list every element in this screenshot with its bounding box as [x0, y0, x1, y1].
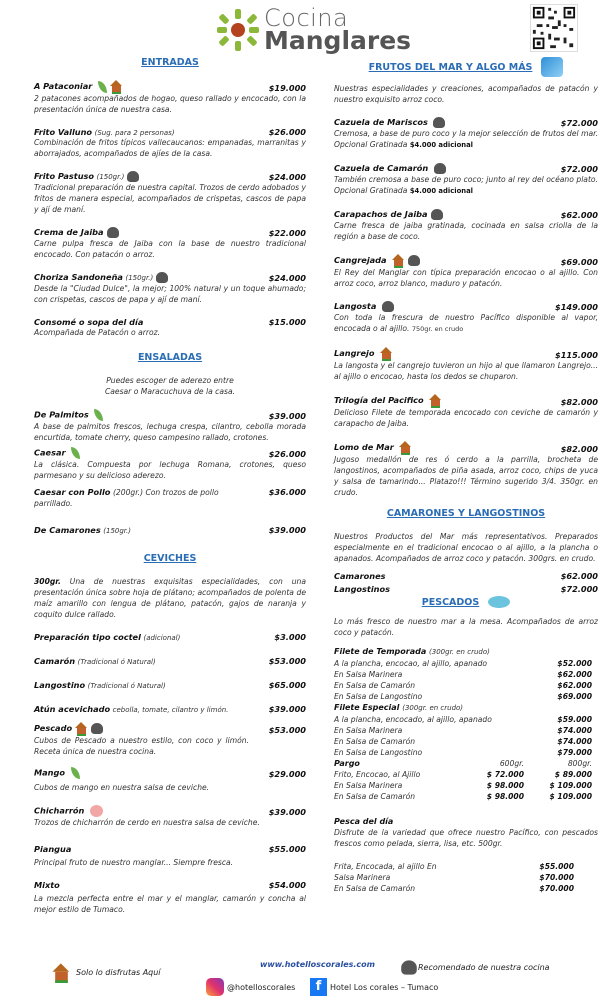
- item-name: Chicharrón: [34, 805, 85, 816]
- section-title-pescados: [334, 596, 598, 608]
- row-price: $74.000: [557, 726, 592, 735]
- menu-item: [334, 163, 598, 197]
- item-name: Caesar: [34, 447, 66, 458]
- vegetarian-leaf-icon: [71, 767, 80, 779]
- menu-item: [34, 409, 306, 443]
- facebook-link[interactable]: [310, 978, 438, 996]
- item-name: A Pataconiar: [34, 81, 93, 91]
- item-desc: Principal fruto de nuestro manglar... Siempre fresca.: [34, 858, 234, 867]
- row-price: $59.000: [557, 715, 592, 724]
- menu-item: [34, 680, 306, 690]
- row-price: $ 98.000: [486, 792, 524, 801]
- item-price: $39.000: [268, 807, 306, 817]
- table-row: [334, 861, 598, 872]
- item-note: (adicional): [143, 634, 181, 642]
- row-label: En Salsa de Camarón: [334, 737, 416, 746]
- chef-hat-icon: [401, 960, 417, 974]
- section-title-ensaladas: ENSALADAS: [137, 352, 203, 363]
- desc-extra: $4.000 adicional: [409, 141, 473, 149]
- item-price: $69.000: [560, 257, 598, 267]
- desc-extra: $4.000 adicional: [409, 187, 473, 195]
- col-header: 600gr.: [499, 759, 524, 768]
- menu-item: [34, 656, 306, 666]
- item-desc: Carne pulpa fresca de Jaiba con la base de nuestro tradicional encocado. Con patacón o arroz.: [34, 239, 306, 259]
- item-desc: Jugoso medallón de res ó cerdo a la parrilla, brocheta de langostinos, acompañados de piña asada, arroz coco, chips de yuca y salsa de tamarindo... Platazo!!! Término sugerido 3/4. 350gr. en crudo.: [334, 455, 598, 497]
- item-price: $54.000: [268, 880, 306, 890]
- brand-name: [264, 6, 411, 53]
- table-row: [334, 714, 592, 725]
- row-label: A la plancha, encocado, al ajillo, apanado: [334, 715, 492, 724]
- row-label: En Salsa Marinera: [334, 670, 403, 679]
- item-desc: Disfrute de la variedad que ofrece nuestro Pacífico, con pescados frescos como pelada, sierra, lisa, etc. 500gr.: [334, 828, 598, 848]
- row-label: En Salsa de Camarón: [334, 792, 416, 801]
- row-price: $ 109.000: [549, 792, 592, 801]
- vegetarian-leaf-icon: [98, 81, 107, 93]
- item-name: Crema de Jaiba: [34, 227, 104, 237]
- item-name: Piangua: [34, 844, 72, 854]
- item-note: (Sug. para 2 personas): [94, 129, 175, 137]
- table-title: [334, 646, 592, 658]
- intro-weight: 300gr.: [34, 577, 61, 586]
- item-desc: A base de palmitos frescos, lechuga crespa, cilantro, cebolla morada encurtida, tomate cherry, queso campesino rallado, crotones.: [34, 422, 306, 442]
- brand-line2: Manglares: [264, 26, 412, 55]
- chef-hat-icon: [431, 209, 443, 220]
- item-note: (150gr.): [125, 274, 154, 282]
- menu-item: [34, 525, 306, 535]
- table-row: [334, 791, 592, 802]
- section-title-ceviches: CEVICHES: [143, 553, 197, 564]
- table-row: [334, 691, 592, 702]
- legend-chef: [400, 962, 550, 973]
- item-note: (200gr.) Con trozos de pollo parrillado.: [34, 488, 219, 508]
- chef-hat-icon: [156, 272, 168, 283]
- item-name: Langostinos: [334, 584, 390, 594]
- row-price: $ 109.000: [549, 781, 592, 790]
- menu-item: [34, 722, 306, 757]
- menu-item: [34, 487, 306, 509]
- item-price: $3.000: [274, 632, 306, 642]
- table-note: (300gr. en crudo): [429, 648, 490, 656]
- item-desc: Carne fresca de jaiba gratinada, cocinada en salsa criolla de la región a base de coco.: [334, 221, 598, 241]
- item-name: Frito Pastuso: [34, 171, 95, 181]
- filete-temporada-table: [334, 646, 598, 702]
- item-name: Frito Valluno: [34, 127, 93, 137]
- row-price: $79.000: [557, 748, 592, 757]
- desc-text: También cremosa a base de puro coco; junto al rey del océano plato. Opcional Gratinada: [334, 175, 598, 195]
- item-price: $115.000: [555, 350, 598, 360]
- row-label: En Salsa de Langostino: [334, 692, 423, 701]
- menu-item: [34, 272, 306, 305]
- pargo-table: [334, 758, 598, 802]
- item-name: Trilogía del Pacifico: [334, 395, 424, 405]
- intro-text: Una de nuestras exquisitas especialidades, con una presentación única sobre hoja de plátano; acompañados de polenta de maíz amarillo con lengua de plátano, patacón, gajos de naranja y coquito dulce rallado.: [34, 577, 306, 619]
- qr-code-icon[interactable]: [530, 4, 578, 52]
- row-label: En Salsa de Langostino: [334, 748, 423, 757]
- website-link[interactable]: www.hotelloscorales.com: [260, 960, 376, 969]
- item-price: $26.000: [268, 449, 306, 459]
- row-label: En Salsa Marinera: [334, 781, 403, 790]
- table-row: [334, 658, 592, 669]
- facebook-icon: f: [310, 978, 327, 996]
- row-price: $69.000: [557, 692, 592, 701]
- instagram-handle: @hotelloscorales: [227, 982, 296, 992]
- menu-item: [34, 767, 306, 793]
- item-name: De Palmitos: [34, 409, 89, 420]
- table-row: [334, 669, 592, 680]
- house-icon: [429, 394, 442, 407]
- chef-hat-icon: [127, 171, 139, 182]
- section-title-camarones: CAMARONES Y LANGOSTINOS: [386, 508, 546, 519]
- item-desc: Cubos de Pescado a nuestro estilo, con coco y limón. Receta única de nuestra cocina.: [34, 736, 249, 756]
- table-row: [334, 872, 598, 883]
- row-label: Salsa Marinera: [334, 873, 391, 882]
- facebook-page: Hotel Los corales – Tumaco: [330, 982, 439, 992]
- item-name: Lomo de Mar: [334, 442, 394, 452]
- menu-item: [334, 583, 598, 596]
- menu-item: [34, 632, 306, 642]
- table-row: [334, 883, 598, 894]
- wave-icon: [541, 57, 563, 77]
- item-name: Camarones: [334, 571, 386, 581]
- chef-hat-icon: [433, 117, 445, 128]
- instagram-icon: [206, 978, 224, 996]
- item-price: $62.000: [560, 210, 598, 220]
- menu-item: [34, 704, 306, 714]
- item-price: $62.000: [560, 571, 598, 581]
- item-name: Pescado: [34, 723, 73, 733]
- row-label: A la plancha, encocao, al ajillo, apanado: [334, 659, 488, 668]
- item-note: cebolla, tomate, cilantro y limón.: [112, 706, 229, 714]
- item-price: $22.000: [268, 228, 306, 238]
- item-price: $24.000: [268, 273, 306, 283]
- item-price: $82.000: [560, 444, 598, 454]
- item-price: $53.000: [268, 656, 306, 666]
- col-header: 800gr.: [567, 759, 592, 768]
- item-price: $29.000: [268, 769, 306, 779]
- section-title-entradas: ENTRADAS: [141, 57, 199, 68]
- item-name: Atún acevichado: [34, 704, 111, 714]
- item-desc: Tradicional preparación de nuestra capital. Trozos de cerdo adobados y fritos de manera especial, acompañados de crispetas, cascos de papa y ají de maní.: [34, 183, 306, 214]
- item-price: $149.000: [555, 302, 598, 312]
- item-price: $72.000: [560, 164, 598, 174]
- table-row: [334, 780, 592, 791]
- section-intro: Nuestras especialidades y creaciones, acompañados de patacón y nuestro exquisito arroz coco.: [334, 84, 598, 104]
- pesca-del-dia: [334, 816, 598, 894]
- row-price: $70.000: [539, 873, 574, 882]
- header: [0, 0, 612, 58]
- table-title: Pargo: [334, 759, 360, 768]
- instagram-link[interactable]: [206, 978, 295, 996]
- house-icon: [399, 441, 412, 454]
- item-price: $55.000: [268, 844, 306, 854]
- item-name: Choriza Sandoneña: [34, 272, 123, 282]
- item-price: $39.000: [268, 704, 306, 714]
- item-name: Langrejo: [334, 348, 375, 358]
- item-desc: [334, 312, 598, 335]
- house-icon: [380, 347, 393, 360]
- table-row: [334, 736, 592, 747]
- item-price: $72.000: [560, 118, 598, 128]
- item-desc: Acompañada de Patacón o arroz.: [34, 328, 161, 337]
- section-title-text: FRUTOS DEL MAR Y ALGO MÁS: [368, 61, 533, 73]
- section-intro: Puedes escoger de aderezo entre Caesar o Maracuchuva de la casa.: [104, 376, 236, 396]
- item-name: Cazuela de Camarón: [334, 163, 429, 173]
- vegetarian-leaf-icon: [94, 409, 103, 421]
- chef-hat-icon: [408, 255, 420, 266]
- menu-item: [334, 209, 598, 242]
- item-desc: Combinación de fritos típicos vallecaucanos: empanadas, marranitas y aborrajados, acompañados de ajíes de la casa.: [34, 138, 306, 158]
- item-desc: El Rey del Manglar con típica preparación encocao o al ajillo. Con arroz coco, arroz blanco, maduro y patacón.: [334, 268, 598, 288]
- table-row: [334, 747, 592, 758]
- menu-item: [34, 317, 306, 338]
- row-label: En Salsa Marinera: [334, 726, 403, 735]
- left-column: [34, 55, 306, 927]
- footer: [0, 950, 612, 1008]
- table-title-text: Filete de Temporada: [334, 647, 427, 656]
- row-label: Frita, Encocada, al ajillo En: [334, 862, 437, 871]
- item-name: Mango: [34, 767, 65, 778]
- menu-item: [34, 447, 306, 481]
- item-desc: La mezcla perfecta entre el mar y el manglar, camarón y concha al mejor estilo de Tumaco.: [34, 894, 306, 914]
- menu-item: [334, 117, 598, 151]
- menu-item: [334, 254, 598, 289]
- item-name: Consomé o sopa del día: [34, 317, 144, 327]
- table-row: [334, 725, 592, 736]
- menu-item: [34, 805, 306, 828]
- desc-extra: 750gr. en crudo: [411, 325, 464, 333]
- section-title-text: PESCADOS: [421, 596, 480, 608]
- item-note: (Tradicional ó Natural): [77, 658, 156, 666]
- house-icon: [110, 80, 123, 93]
- menu-item: [34, 880, 306, 915]
- row-price: $70.000: [539, 884, 574, 893]
- item-desc: Delicioso Filete de temporada encocado con ceviche de camarón y carapacho de Jaiba.: [334, 408, 598, 428]
- table-title-text: Filete Especial: [334, 703, 400, 712]
- row-price: $ 72.000: [486, 770, 524, 779]
- item-note: (150gr.): [96, 173, 125, 181]
- item-desc: 2 patacones acompañados de hogao, queso rallado y encocado, con la presentación única de nuestra casa.: [34, 94, 306, 114]
- item-name: Camarón: [34, 656, 76, 666]
- item-note: (Tradicional ó Natural): [87, 682, 166, 690]
- item-price: $72.000: [560, 584, 598, 594]
- item-price: $39.000: [268, 525, 306, 535]
- house-icon: [392, 254, 405, 267]
- item-price: $26.000: [268, 127, 306, 137]
- legend-house: [52, 966, 161, 979]
- house-icon: [52, 963, 70, 981]
- item-name: Langosta: [334, 301, 377, 311]
- table-title: [334, 702, 592, 714]
- item-price: $24.000: [268, 172, 306, 182]
- item-name: Cazuela de Mariscos: [334, 117, 428, 127]
- menu-item: [34, 844, 306, 868]
- row-price: $74.000: [557, 737, 592, 746]
- brand-line1: Cocina: [264, 4, 349, 32]
- item-price: $19.000: [268, 83, 306, 93]
- item-price: $39.000: [268, 411, 306, 421]
- row-price: $55.000: [539, 862, 574, 871]
- menu-item: [34, 127, 306, 159]
- item-desc: [334, 128, 598, 151]
- item-note: (150gr.): [103, 527, 131, 535]
- menu-item: [334, 347, 598, 382]
- item-name: Langostino: [34, 680, 86, 690]
- pig-icon: [90, 805, 103, 817]
- item-price: $82.000: [560, 397, 598, 407]
- item-name: Preparación tipo coctel: [34, 632, 141, 642]
- table-header: [334, 758, 592, 769]
- table-row: [334, 680, 592, 691]
- chef-hat-icon: [91, 723, 103, 734]
- menu-item: [334, 394, 598, 429]
- item-desc: Cubos de mango en nuestra salsa de ceviche.: [34, 783, 210, 792]
- menu-item: [334, 570, 598, 583]
- item-desc: La langosta y el cangrejo tuvieron un hijo al que llamaron Langrejo... al ajillo o encocao, hasta los dedos se chuparon.: [334, 361, 598, 381]
- fish-icon: [488, 596, 510, 608]
- item-name: De Camarones: [34, 525, 101, 535]
- row-price: $ 98.000: [486, 781, 524, 790]
- table-row: [334, 769, 592, 780]
- desc-text: Con toda la frescura de nuestro Pacífico disponible al vapor, encocada o al ajillo.: [334, 313, 598, 333]
- sun-logo-icon: [216, 8, 260, 52]
- house-icon: [75, 722, 88, 735]
- row-price: $52.000: [557, 659, 592, 668]
- section-intro: Nuestros Productos del Mar más representativos. Preparados especialmente en el tradicional encocao o al ajillo, a la plancha o apanados. Acompañados de arroz coco y patacón. 300grs. en crudo.: [334, 532, 598, 563]
- table-note: (300gr. en crudo): [402, 704, 464, 712]
- item-name: Caesar con Pollo: [34, 487, 111, 497]
- section-intro: [34, 576, 306, 620]
- chef-hat-icon: [434, 163, 446, 174]
- item-desc: [334, 174, 598, 197]
- item-desc: La clásica. Compuesta por lechuga Romana, crotones, queso parmesano y su delicioso aderezo.: [34, 460, 306, 480]
- menu-item: [34, 171, 306, 215]
- legend-house-text: Solo lo disfrutas Aquí: [76, 968, 161, 977]
- chef-hat-icon: [382, 301, 394, 312]
- row-label: En Salsa de Camarón: [334, 884, 416, 893]
- item-name: Mixto: [34, 880, 60, 890]
- filete-especial-table: [334, 702, 598, 758]
- item-price: $53.000: [268, 725, 306, 735]
- vegetarian-leaf-icon: [71, 447, 80, 459]
- right-column: [334, 55, 598, 894]
- menu-item: [334, 441, 598, 498]
- section-intro: Lo más fresco de nuestro mar a la mesa. Acompañados de arroz coco y patacón.: [334, 617, 598, 637]
- row-price: $ 89.000: [554, 770, 592, 779]
- item-name: Cangrejada: [334, 255, 387, 265]
- menu-item: [334, 301, 598, 335]
- row-label: Frito, Encocao, al Ajillo: [334, 770, 421, 779]
- row-price: $62.000: [557, 681, 592, 690]
- row-price: $62.000: [557, 670, 592, 679]
- row-label: En Salsa de Camarón: [334, 681, 416, 690]
- item-price: $36.000: [268, 487, 306, 497]
- menu-item: [34, 227, 306, 260]
- legend-chef-text: Recomendado de nuestra cocina: [418, 963, 550, 972]
- table-title: Pesca del día: [334, 817, 394, 826]
- item-price: $15.000: [268, 317, 306, 327]
- desc-text: Cremosa, a base de puro coco y la mejor selección de frutos del mar. Opcional Gratinada: [334, 129, 598, 149]
- item-desc: Trozos de chicharrón de cerdo en nuestra salsa de ceviche.: [34, 818, 260, 827]
- item-desc: Desde la "Ciudad Dulce", la mejor; 100% natural y un toque ahumado; con crispetas, cascos de papa y ají de maní.: [34, 284, 306, 304]
- menu-item: [34, 80, 306, 115]
- item-price: $65.000: [268, 680, 306, 690]
- item-name: Carapachos de Jaiba: [334, 209, 428, 219]
- chef-hat-icon: [107, 227, 119, 238]
- section-title-frutos: [334, 57, 598, 77]
